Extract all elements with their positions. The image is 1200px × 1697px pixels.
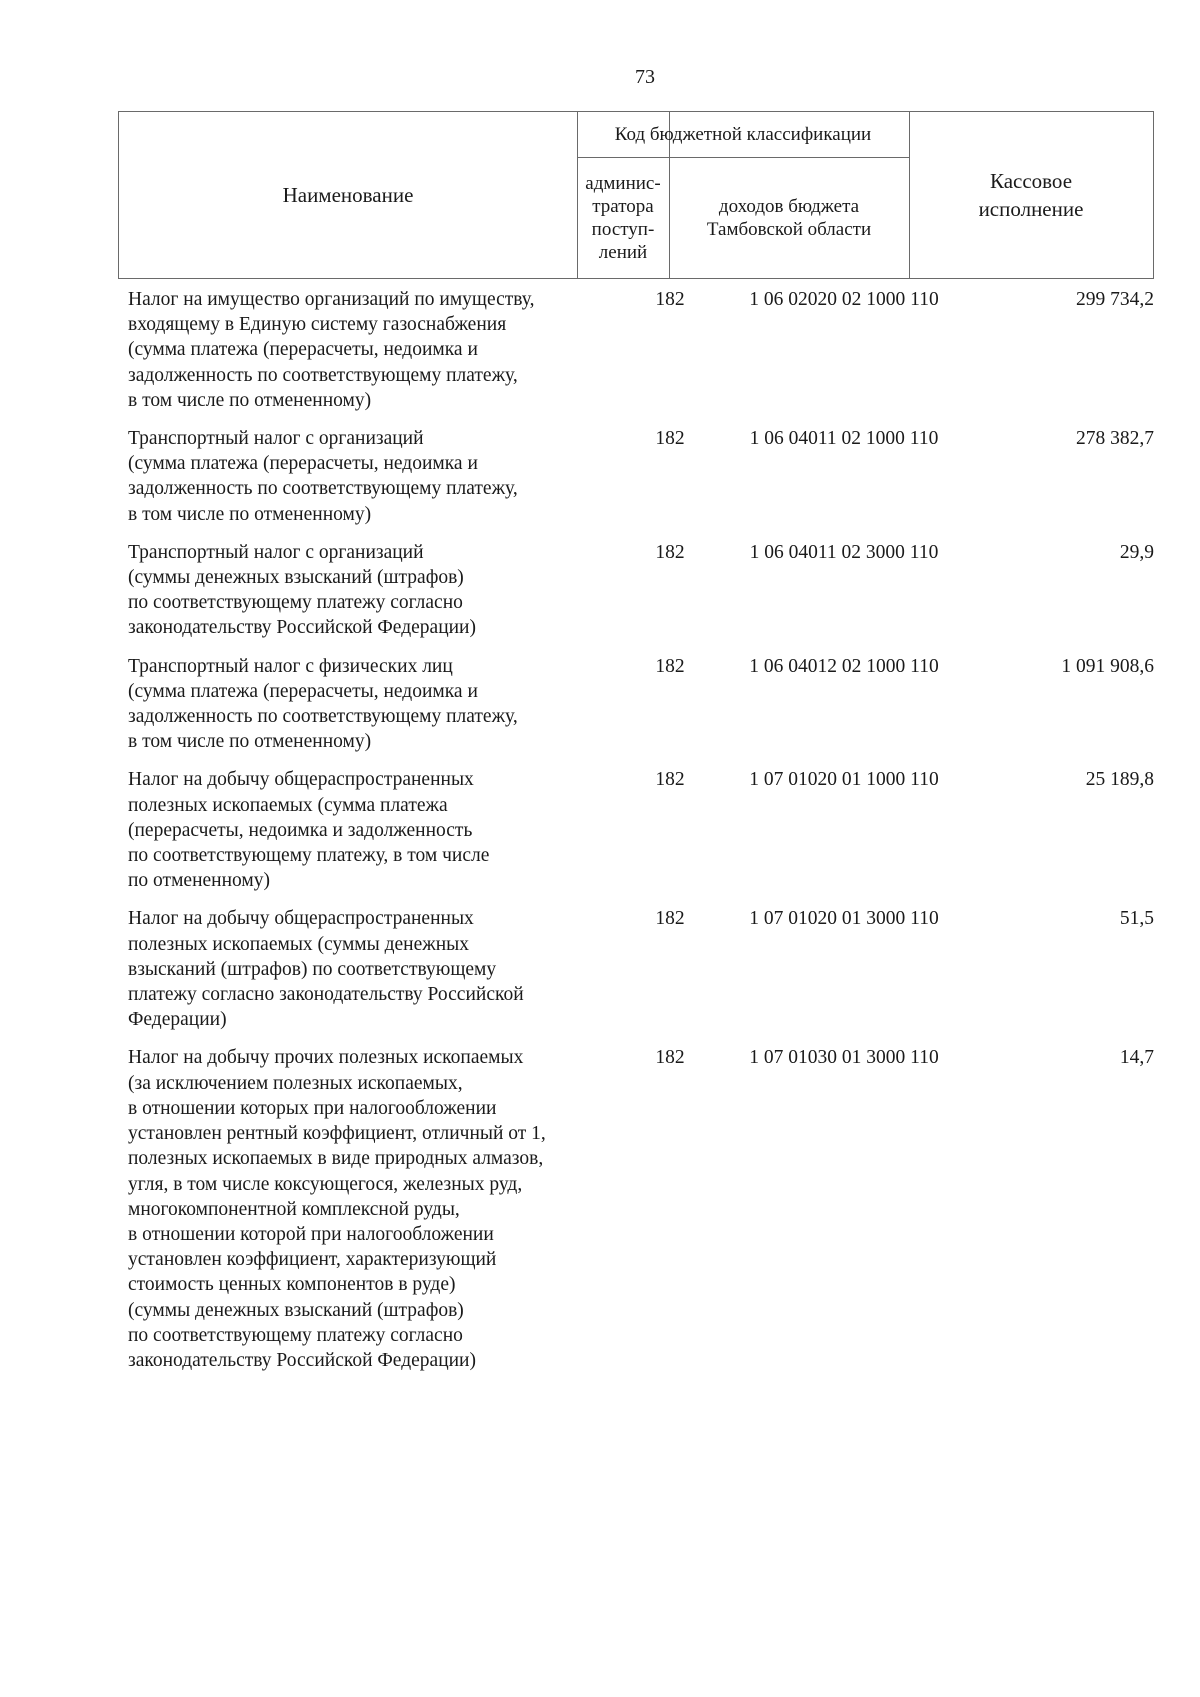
- row-amount: 1 091 908,6: [1061, 655, 1154, 677]
- table-row: [128, 540, 1154, 641]
- row-admin-code: 182: [655, 655, 685, 677]
- row-amount: 29,9: [1119, 541, 1154, 563]
- row-name: Налог на добычу общераспространенных полезных ископаемых (суммы денежных взысканий (штрафов) по соответствующему платежу согласно законодательству Российской Федерации): [128, 908, 524, 1031]
- table-row: [128, 287, 1154, 413]
- row-name: Налог на добычу общераспространенных полезных ископаемых (сумма платежа (перерасчеты, недоимка и задолженность по соответствующему платежу, в том числе по отмененному): [128, 769, 490, 892]
- row-admin-code: 182: [655, 1047, 685, 1069]
- row-name: Транспортный налог с организаций (сумма платежа (перерасчеты, недоимка и задолженность по соответствующему платежу, в том числе по отмененному): [128, 428, 518, 525]
- header-name: Наименование: [282, 183, 414, 207]
- table-row: [128, 767, 1154, 893]
- row-revenue-code: 1 06 02020 02 1000 110: [749, 289, 939, 310]
- row-amount: 25 189,8: [1085, 769, 1154, 791]
- header-budget-code-group: Код бюджетной классификации: [614, 124, 872, 145]
- row-amount: 278 382,7: [1076, 428, 1154, 450]
- table-row: [128, 906, 1154, 1032]
- row-revenue-code: 1 06 04011 02 3000 110: [749, 541, 939, 563]
- table-row: [128, 654, 1154, 755]
- row-revenue-code: 1 06 04012 02 1000 110: [749, 655, 939, 677]
- row-revenue-code: 1 06 04011 02 1000 110: [749, 428, 939, 450]
- row-revenue-code: 1 07 01030 01 3000 110: [749, 1047, 939, 1069]
- row-name: Транспортный налог с физических лиц (сумма платежа (перерасчеты, недоимка и задолженность по соответствующему платежу, в том числе по отмененному): [128, 655, 518, 753]
- row-amount: 51,5: [1119, 908, 1154, 930]
- row-name: Транспортный налог с организаций (суммы денежных взысканий (штрафов) по соответствующему платежу согласно законодательству Российской Федерации): [128, 541, 476, 639]
- row-admin-code: 182: [655, 289, 685, 310]
- header-revenue-code: доходов бюджета Тамбовской области: [706, 196, 872, 240]
- row-amount: 14,7: [1119, 1047, 1154, 1069]
- table-row: [128, 1045, 1154, 1373]
- table-header: [118, 111, 1154, 279]
- table-body: [128, 287, 1154, 1386]
- row-revenue-code: 1 07 01020 01 3000 110: [749, 908, 939, 930]
- row-admin-code: 182: [655, 908, 685, 930]
- header-admin: админис- тратора поступ- лений: [585, 173, 661, 263]
- row-admin-code: 182: [655, 428, 685, 450]
- table-row: [128, 426, 1154, 527]
- row-name: Налог на добычу прочих полезных ископаемых (за исключением полезных ископаемых, в отношении которых при налогообложении установлен рентный коэффициент, отличный от 1, полезных ископаемых в виде природных алмазов, угля, в том числе коксующегося, железных руд, многокомпонентной комплексной руды, в отношении которой при налогообложении установлен коэффициент, характеризующий стоимость ценных компонентов в руде) (суммы денежных взысканий (штрафов) по соответствующему платежу согласно законодательству Российской Федерации): [128, 1047, 546, 1371]
- row-revenue-code: 1 07 01020 01 1000 110: [749, 769, 939, 791]
- row-amount: 299 734,2: [1076, 289, 1154, 310]
- row-admin-code: 182: [655, 541, 685, 563]
- row-admin-code: 182: [655, 769, 685, 791]
- row-name: Налог на имущество организаций по имуществу, входящему в Единую систему газоснабжения (сумма платежа (перерасчеты, недоимка и задолженность по соответствующему платежу, в том числе по отмененному): [128, 289, 535, 411]
- page-number: 73: [635, 66, 655, 88]
- header-amount: Кассовое исполнение: [978, 169, 1084, 221]
